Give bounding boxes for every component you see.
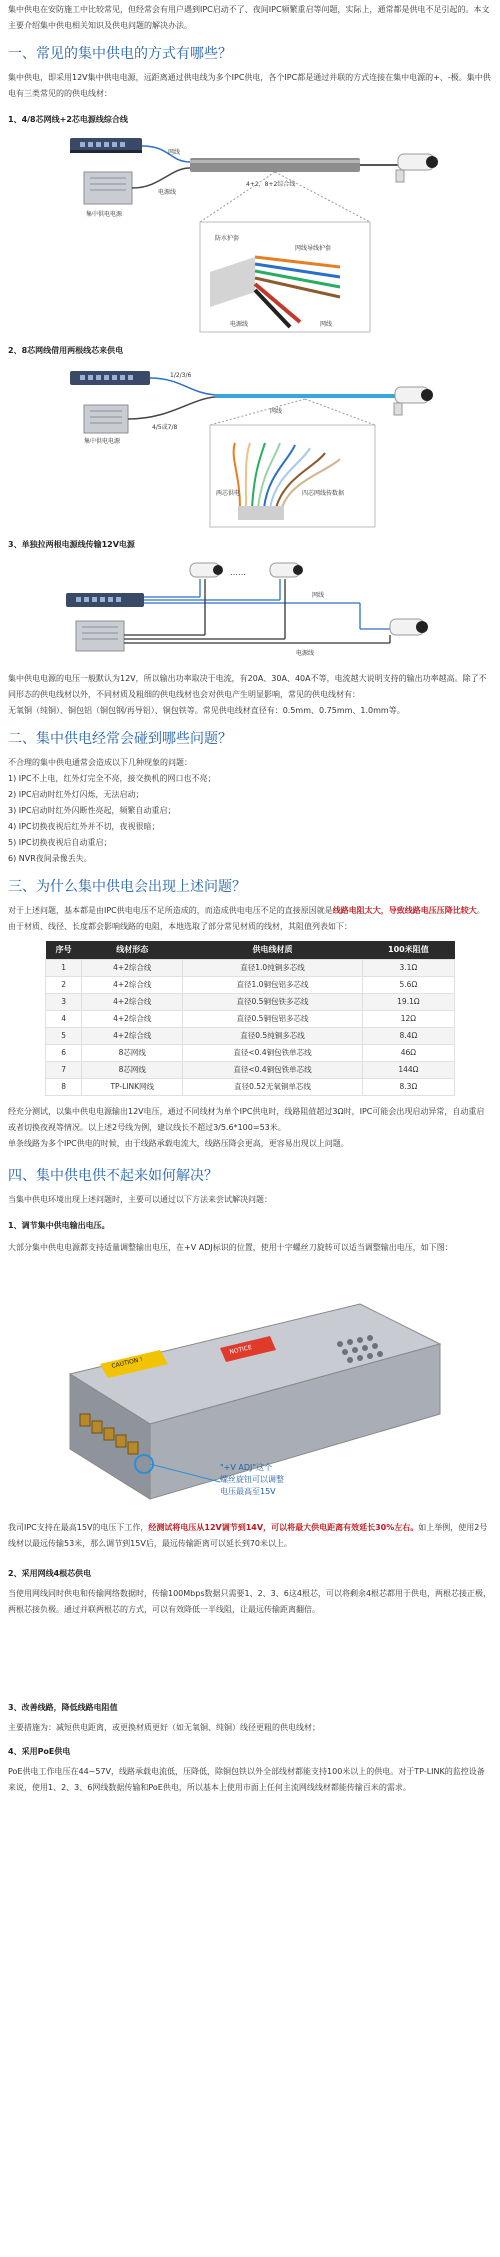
intro-paragraph: 集中供电在安防施工中比较常见，但经常会有用户遇到IPC启动不了、夜间IPC频繁重启等问题，实际上，通常都是供电不足引起的。本文主要介绍集中供电相关知识及供电问题的解决办法。: [8, 5, 490, 30]
section-3-highlight: 线路电阻太大，导致线路电压压降比较大: [332, 906, 477, 915]
power-supply-icon: [76, 621, 124, 651]
cell: 7: [46, 1061, 82, 1078]
cell: 直径1.0纯铜多芯线: [183, 959, 363, 976]
cell: 直径<0.4铜包铁单芯线: [183, 1061, 363, 1078]
section-3-para-2: 经充分测试，以集中供电电源输出12V电压，通过不同线材为单个IPC供电时，线路阻值超过3Ω时，IPC可能会出现启动异常，自动重启或者切换夜视等情况。以上述2号线为例，建议线长不超过3/5.6*100=53米。: [8, 1106, 485, 1132]
section-4-sub-4: 4、采用PoE供电: [8, 1746, 71, 1756]
fig2-l2-label: 4/5或7/8: [152, 424, 178, 431]
article: [0, 2, 500, 2257]
caution-label: CAUTION !: [110, 1355, 144, 1370]
cell: 12Ω: [362, 1010, 454, 1027]
fig3-net-label: 网线: [312, 592, 325, 599]
table-header: 供电线材质: [183, 941, 363, 959]
resistance-table: [45, 941, 455, 1096]
blank-space: [8, 1618, 492, 1690]
cell: 8.3Ω: [362, 1078, 454, 1095]
cell: 4+2综合线: [82, 1010, 183, 1027]
fig2-net-label: 网线: [270, 408, 283, 415]
section-4-lead: 当集中供电环境出现上述问题时，主要可以通过以下方法来尝试解决问题：: [8, 1194, 272, 1204]
section-4-sub-3: 3、改善线路，降低线路电阻值: [8, 1702, 118, 1712]
section-1-para: 集中供电，即采用12V集中供电电源，远距离通过供电线为多个IPC供电，各个IPC都是通过并联的方式连接在集中电源的+、-极。集中供电有三类常见的的供电线材：: [8, 73, 491, 98]
problem-item: 2) IPC启动时红外灯闪烁，无法启动；: [8, 790, 144, 799]
section-4-para-4: 主要措施为：减短供电距离，或更换材质更好（如无氧铜、纯铜）线径更粗的供电线材；: [8, 1722, 320, 1732]
table-row: [46, 1010, 455, 1027]
cell: 4: [46, 1010, 82, 1027]
cell: 直径0.5铜包铝多芯线: [183, 1010, 363, 1027]
figure-separate-power: [30, 557, 470, 665]
fig1-combo-label: 4+2，8+2综合线: [246, 181, 296, 188]
cell: 3.1Ω: [362, 959, 454, 976]
figure-power-supply: [40, 1264, 460, 1514]
table-body: [46, 959, 455, 1095]
fig2-power-label: 集中供电电源: [84, 438, 121, 445]
section-3-text-a: 对于上述问题，基本都是由IPC供电电压不足所造成的，而造成供电电压不足的直接原因就是: [8, 906, 333, 915]
section-4-sub-1: 1、调节集中供电输出电压。: [8, 1220, 110, 1230]
cell: 5.6Ω: [362, 976, 454, 993]
table-row: [46, 993, 455, 1010]
problem-item: 6) NVR夜间录像丢失。: [8, 854, 92, 863]
camera-icon: [394, 387, 433, 415]
section-4-para-5: PoE供电工作电压在44~57V，线路承载电流低，压降低，除铜包铁以外全部线材都能支持100米以上的供电。对于TP-LINK的监控设备来说，使用1、2、3、6网线数据传输和PoE供电，所以基本上使用市面上任何主流网线线材都能传输百米的需求。: [8, 1766, 485, 1792]
problem-item: 3) IPC启动时红外闪断性亮起，频繁自动重启；: [8, 806, 176, 815]
cell: 46Ω: [362, 1044, 454, 1061]
cell: 3: [46, 993, 82, 1010]
cell: 直径0.52无氧铜单芯线: [183, 1078, 363, 1095]
table-row: [46, 1061, 455, 1078]
cell: 4+2综合线: [82, 959, 183, 976]
fig1-core-label: 电源线: [230, 321, 249, 328]
section-4-text-b: 如上举例，使用2号线材以最远传输53米，那么调节到15V后，最远传输距离可以延长到70米以上。: [8, 1522, 488, 1548]
fig2-a-label: 两芯供电: [216, 490, 241, 497]
fig1-pw-label: 电源线: [158, 189, 177, 196]
cell: 6: [46, 1044, 82, 1061]
fig1-power-label: 集中供电电源: [86, 211, 123, 218]
table-header: 100米阻值: [362, 941, 454, 959]
section-1-sub-1: 1、4/8芯网线+2芯电源线综合线: [8, 115, 128, 124]
switch-icon: [66, 593, 144, 607]
fig1-net-label: 网线: [168, 149, 181, 156]
cell: 直径<0.4铜包铁单芯线: [183, 1044, 363, 1061]
adj-note-line-1: "+V ADJ"这个: [220, 1462, 273, 1472]
fig3-pw-label: 电源线: [296, 650, 315, 657]
section-4-title: 四、集中供电供不起来如何解决？: [8, 1167, 218, 1184]
cell: 4+2综合线: [82, 976, 183, 993]
cell: TP-LINK网线: [82, 1078, 183, 1095]
switch-icon: [70, 138, 142, 153]
table-row: [46, 959, 455, 976]
section-4-text-a: 我司IPC支持在最高15V的电压下工作，: [8, 1522, 149, 1532]
section-1-title: 一、常见的集中供电的方式有哪些？: [8, 46, 232, 62]
power-supply-icon: [84, 172, 132, 204]
section-3-text-b: 。由于材质、线径、长度都会影响线路的电阻，本地选取了部分常见材质的线材，其阻值列表如下：: [8, 906, 485, 931]
fig1-pair-label: 网线导线护套: [295, 245, 332, 252]
camera-icon: [390, 619, 428, 635]
section-4-para-2: [8, 1520, 492, 1552]
section-1-para-3: 无氧铜（纯铜）、铜包铝（铜包钢/再导铝）、铜包铁等。常见供电线材直径有：0.5mm、0.75mm、1.0mm等。: [8, 706, 405, 715]
table-row: [46, 1027, 455, 1044]
section-3-para-3: 单条线路为多个IPC供电的时候，由于线路承载电流大，线路压降会更高，更容易出现以上问题。: [8, 1138, 349, 1148]
switch-icon: [70, 371, 150, 385]
table-header: 线材形态: [82, 941, 183, 959]
table-header: 序号: [46, 941, 82, 959]
section-2-title: 二、集中供电经常会碰到哪些问题？: [8, 731, 232, 747]
fig1-outer-label: 防水护套: [215, 235, 240, 242]
table-row: [46, 1044, 455, 1061]
section-1-sub-3: 3、单独拉两根电源线传输12V电源: [8, 540, 135, 549]
section-4-highlight: 经测试将电压从12V调节到14V，可以将最大供电距离有效延长30%左右。: [148, 1522, 419, 1532]
section-4-para-1: 大部分集中供电电源都支持适量调整输出电压，在+V ADJ标识的位置，使用十字螺丝刀旋转可以适当调整输出电压，如下图：: [8, 1242, 453, 1252]
power-supply-icon: [84, 405, 128, 433]
cell: 4+2综合线: [82, 1027, 183, 1044]
adj-note-line-2: 螺丝旋钮可以调整: [220, 1474, 284, 1484]
table-header-row: [46, 941, 455, 959]
cell: 8芯网线: [82, 1044, 183, 1061]
cell: 1: [46, 959, 82, 976]
cell: 8: [46, 1078, 82, 1095]
cell: 4+2综合线: [82, 993, 183, 1010]
figure-combo-cable: [40, 132, 460, 337]
cell: 5: [46, 1027, 82, 1044]
cell: 8.4Ω: [362, 1027, 454, 1044]
problem-item: 5) IPC切换夜视后自动重启；: [8, 838, 112, 847]
problem-item: 1) IPC不上电，红外灯完全不亮，接交换机的网口也不亮；: [8, 774, 216, 783]
fig3-dots-label: ……: [230, 568, 246, 577]
cell: 19.1Ω: [362, 993, 454, 1010]
cell: 直径0.5纯铜多芯线: [183, 1027, 363, 1044]
fig1-cable-label: 网线: [320, 321, 333, 328]
camera-icon: [190, 563, 223, 577]
fig2-l1-label: 1/2/3/6: [170, 372, 192, 379]
section-2-lead: 不合理的集中供电通常会造成以下几种现象的问题：: [8, 758, 192, 767]
fig2-b-label: 四芯网线传数据: [302, 490, 345, 497]
table-row: [46, 1078, 455, 1095]
section-4-para-3: 当使用网线同时供电和传输网络数据时，传输100Mbps数据只需要1、2、3、6这4根芯，可以将剩余4根芯都用于供电，两根芯接正极，两根芯接负极。通过并联两根芯的方式，可以有效降低一半线阻，让最远传输距离翻倍。: [8, 1588, 492, 1614]
section-3-title: 三、为什么集中供电会出现上述问题？: [8, 879, 246, 895]
section-3-para: [8, 903, 492, 935]
camera-icon: [396, 154, 438, 182]
cell: 8芯网线: [82, 1061, 183, 1078]
figure-8core-cable: [40, 363, 460, 531]
cell: 2: [46, 976, 82, 993]
section-4-sub-2: 2、采用网线4根芯供电: [8, 1568, 92, 1578]
table-row: [46, 976, 455, 993]
problem-item: 4) IPC切换夜视后红外并不切，夜视很暗；: [8, 822, 160, 831]
cell: 直径0.5铜包铁多芯线: [183, 993, 363, 1010]
cell: 直径1.0铜包铝多芯线: [183, 976, 363, 993]
section-1-sub-2: 2、8芯网线借用两根线芯来供电: [8, 346, 124, 355]
adj-note-line-3: 电压最高至15V: [220, 1486, 276, 1496]
cell: 144Ω: [362, 1061, 454, 1078]
notice-label: NOTICE: [228, 1343, 253, 1356]
camera-icon: [270, 563, 303, 577]
section-1-para-2: 集中供电电源的电压一般默认为12V，所以输出功率取决于电流，有20A、30A、40A不等，电流越大说明支持的输出功率越高。除了不同形态的供电线材以外，不同材质及粗细的供电线材也会对供电产生明显影响，常见的供电线材有：: [8, 674, 487, 699]
problem-list: [8, 771, 492, 867]
